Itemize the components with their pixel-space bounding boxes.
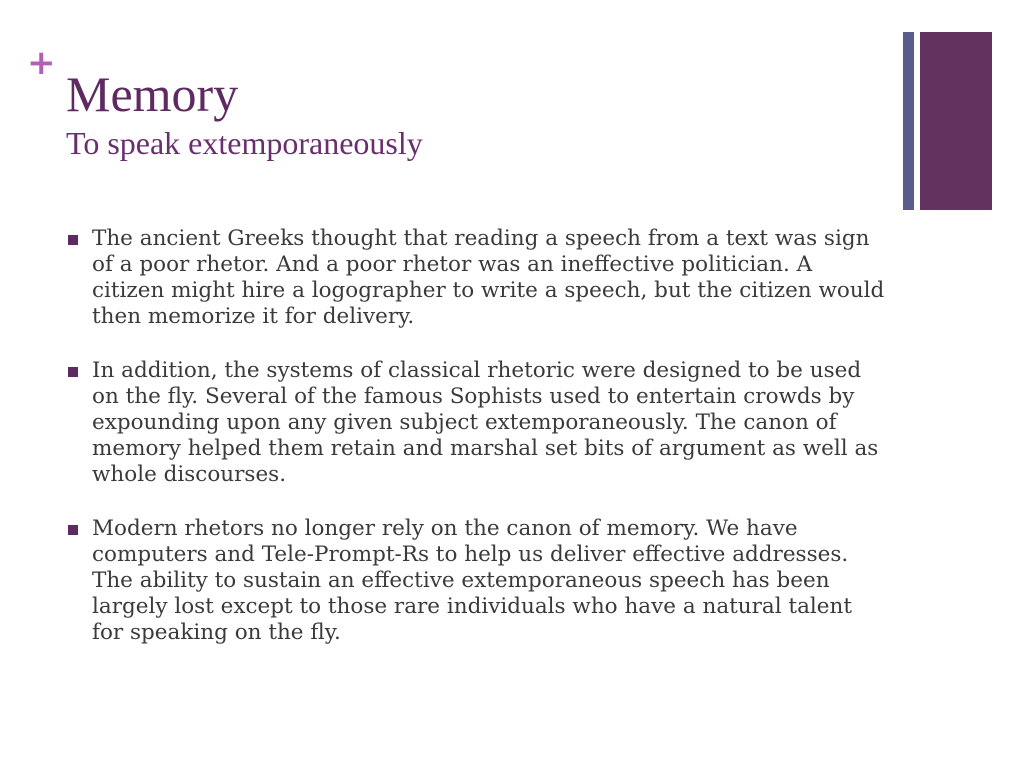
square-bullet-icon [68,367,78,377]
bullet-text: The ancient Greeks thought that reading a speech from a text was sign of a poor rhetor. And a poor rhetor was an ineffective politician. A citizen might hire a logographer to write a speech, but the citizen would then memorize it for delivery. [92,226,885,329]
slide-title: Memory [66,66,239,122]
square-bullet-icon [68,525,78,535]
accent-bar-thick [920,32,992,210]
square-bullet-icon [68,235,78,245]
bullet-item [66,358,886,488]
bullet-list [66,226,886,674]
bullet-text: Modern rhetors no longer rely on the canon of memory. We have computers and Tele-Prompt-Rs to help us deliver effective addresses. The ability to sustain an effective extemporaneous speech has been largely lost except to those rare individuals who have a natural talent for speaking on the fly. [92,516,852,645]
bullet-item [66,516,886,646]
accent-bar-thin [903,32,914,210]
bullet-text: In addition, the systems of classical rhetoric were designed to be used on the fly. Several of the famous Sophists used to entertain crowds by expounding upon any given subject extemporaneously. The canon of memory helped them retain and marshal set bits of argument as well as whole discourses. [92,358,879,487]
slide-subtitle: To speak extemporaneously [66,125,423,161]
bullet-item [66,226,886,330]
plus-icon: + [27,43,56,83]
